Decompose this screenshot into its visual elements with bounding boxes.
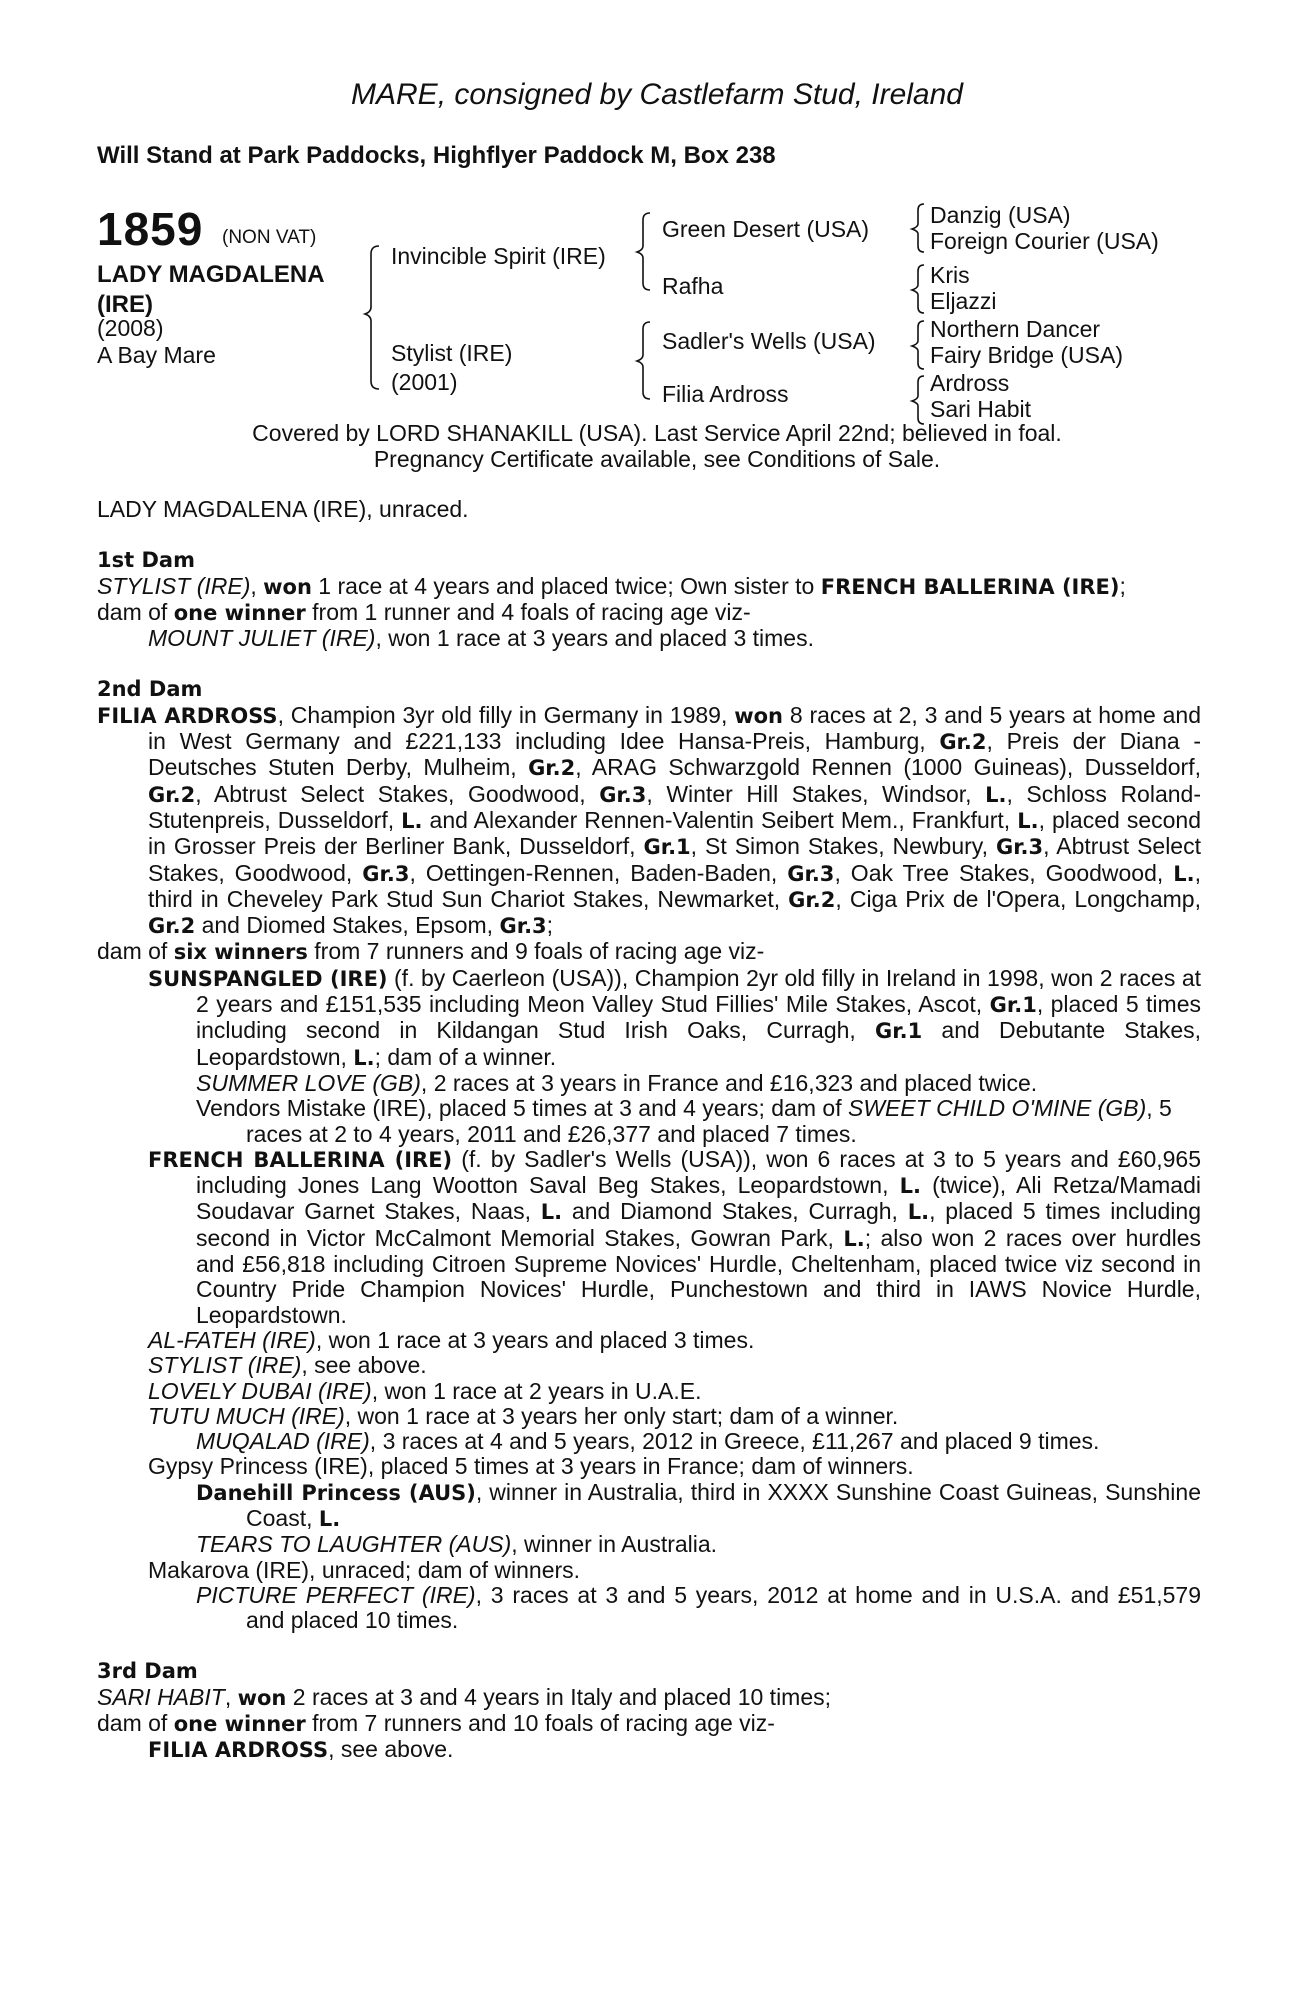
sd-t17: ;: [546, 912, 554, 939]
progeny-name: AL-FATEH (IRE): [148, 1326, 316, 1353]
sd-g14: Gr.2: [148, 914, 196, 939]
fb-t1: (f. by Sadler's Wells (USA)), won 6 races at 3 to 5 years and £60,965 including Jones Lang Wootton Saval Beg Stakes, Leopardstown,: [196, 1145, 1201, 1199]
pedigree-dam: Stylist (IRE): [391, 340, 513, 366]
bracket-green-desert: [912, 204, 924, 252]
progeny-summer-love: [97, 1071, 1201, 1096]
covered-notice: [0, 420, 1314, 472]
td-t2: from 7 runners and 10 foals of racing age viz-: [305, 1710, 775, 1737]
progeny-text: , see above.: [328, 1736, 454, 1763]
progeny-name: Danehill Princess (AUS): [196, 1480, 476, 1505]
sd-t3: , Preis der Diana - Deutsches Stuten Derby, Mulheim,: [148, 728, 1201, 781]
second-dam-name: FILIA ARDROSS: [97, 703, 278, 728]
progeny-danehill-princess: [97, 1480, 1201, 1533]
progeny-filia-ardross: [97, 1737, 1201, 1763]
sun-g1: Gr.1: [989, 993, 1037, 1018]
stand-location: Will Stand at Park Paddocks, Highflyer Paddock M, Box 238: [97, 142, 776, 169]
third-dam-produce: [97, 1711, 1201, 1737]
progeny-name: MOUNT JULIET (IRE): [148, 625, 376, 652]
progeny-text: , 2 races at 3 years in France and £16,323 and placed twice.: [420, 1069, 1038, 1096]
td-t1: 2 races at 3 and 4 years in Italy and placed 10 times;: [286, 1683, 832, 1710]
pedigree-gen2-3: Sadler's Wells (USA): [662, 328, 876, 354]
second-dam-heading: 2nd Dam: [97, 677, 203, 702]
fb-t5: ; also won 2 races over hurdles and £56,818 including Citroen Supreme Novices' Hurdle, Cheltenham, placed twice viz second in Country Pride Champion Novices' Hurdle, Punchestown and third in IAWS Novice Hurdle, Leopardstown.: [196, 1224, 1202, 1328]
covered-line1: Covered by LORD SHANAKILL (USA). Last Service April 22nd; believed in foal.: [252, 420, 1062, 446]
td-won: won: [237, 1685, 287, 1710]
td-t0: ,: [224, 1683, 238, 1710]
progeny-name: SUMMER LOVE (GB): [196, 1069, 421, 1096]
progeny-muqalad: [97, 1429, 1201, 1454]
third-dam-name: SARI HABIT: [97, 1683, 225, 1710]
progeny-name: TUTU MUCH (IRE): [148, 1402, 345, 1429]
sd-g2: Gr.2: [528, 756, 576, 781]
fb-g3: L.: [907, 1200, 930, 1225]
progeny-text: , won 1 race at 3 years her only start; dam of a winner.: [344, 1402, 899, 1429]
pedigree-gen2-2: Rafha: [662, 273, 724, 299]
sun-t1: (f. by Caerleon (USA)), Champion 2yr old filly in Ireland in 1998, won 2 races at 2 years and £151,535 including Meon Valley Stud Fillies' Mile Stakes, Ascot,: [196, 964, 1201, 1018]
progeny-text: , won 1 race at 3 years and placed 3 times.: [375, 625, 814, 652]
progeny-name: LOVELY DUBAI (IRE): [148, 1377, 372, 1404]
vendors-text: Vendors Mistake (IRE), placed 5 times at 3 and 4 years; dam of: [196, 1095, 848, 1122]
sd-damof: dam of: [97, 938, 174, 965]
first-dam-won: won: [263, 574, 312, 599]
bracket-sire-dam: [365, 246, 379, 389]
sd-t2: 8 races at 2, 3 and 5 years at home and in West Germany and £221,133 including Idee Hansa-Preis, Hamburg,: [148, 701, 1201, 755]
sd-g1: Gr.2: [939, 730, 987, 755]
fb-g2: L.: [540, 1200, 563, 1225]
catalogue-text: [97, 497, 1201, 1764]
third-dam-heading: 3rd Dam: [97, 1659, 198, 1684]
progeny-text: , see above.: [301, 1352, 427, 1379]
first-dam-sister: FRENCH BALLERINA (IRE): [820, 574, 1120, 599]
lot-number: 1859: [97, 203, 204, 255]
sd-t1: , Champion 3yr old filly in Germany in 1989,: [277, 701, 735, 728]
progeny-text: , 5 races at 2 to 4 years, 2011 and £26,377 and placed 7 times.: [246, 1095, 1172, 1147]
pedigree-sire: Invincible Spirit (IRE): [391, 243, 606, 269]
sd-t4: , ARAG Schwarzgold Rennen (1000 Guineas), Dusseldorf,: [575, 754, 1202, 781]
pedigree-gen3-6: Fairy Bridge (USA): [930, 342, 1123, 368]
first-dam-heading: 1st Dam: [97, 548, 195, 573]
bracket-filia-ardross: [912, 376, 924, 424]
fb-t4: , placed 5 times including second in Victor McCalmont Memorial Stakes, Gowran Park,: [196, 1198, 1201, 1251]
sd-t7: , Schloss Roland-Stutenpreis, Dusseldorf,: [148, 780, 1201, 833]
progeny-text: , won 1 race at 3 years and placed 3 times.: [315, 1326, 755, 1353]
bracket-dam: [637, 322, 650, 399]
bracket-rafha: [912, 265, 924, 313]
first-dam-damof: dam of: [97, 598, 174, 625]
fb-g4: L.: [843, 1226, 865, 1251]
pedigree-gen3-3: Kris: [930, 262, 970, 288]
pedigree-gen3-2: Foreign Courier (USA): [930, 228, 1159, 254]
progeny-name: PICTURE PERFECT (IRE): [196, 1581, 476, 1608]
progeny-al-fateh: [97, 1328, 1201, 1353]
td-winners: one winner: [173, 1712, 306, 1737]
sd-t11: , Abtrust Select Stakes, Goodwood,: [148, 833, 1201, 886]
horse-description: A Bay Mare: [97, 342, 216, 368]
dane-g1: L.: [318, 1506, 341, 1531]
first-dam-text2: ;: [1119, 572, 1126, 599]
progeny-text: , won 1 race at 2 years in U.A.E.: [371, 1377, 702, 1404]
progeny-gypsy-princess: Gypsy Princess (IRE), placed 5 times at 3 years in France; dam of winners.: [148, 1453, 914, 1480]
first-dam-progeny-1: [97, 626, 1201, 651]
first-dam-entry: STYLIST (IRE), won 1 race at 4 years and placed twice; Own sister to FRENCH BALLERINA (IRE);: [97, 572, 1126, 599]
pedigree-gen2-4: Filia Ardross: [662, 381, 789, 407]
pedigree-dam-year: (2001): [391, 369, 458, 395]
sd-g12: L.: [1173, 861, 1195, 886]
bracket-sire: [637, 213, 650, 290]
progeny-text: , 3 races at 4 and 5 years, 2012 in Greece, £11,267 and placed 9 times.: [369, 1428, 1100, 1455]
sd-g13: Gr.2: [788, 887, 836, 912]
sd-t18: from 7 runners and 9 foals of racing age viz-: [307, 938, 765, 965]
progeny-stylist: [97, 1353, 1201, 1378]
sd-t15: , Ciga Prix de l'Opera, Longchamp,: [835, 885, 1201, 912]
progeny-tutu-much: [97, 1404, 1201, 1429]
pedigree-gen3-8: Sari Habit: [930, 396, 1031, 422]
progeny-name: TEARS TO LAUGHTER (AUS): [196, 1531, 512, 1558]
sd-t9: , placed second in Grosser Preis der Berliner Bank, Dusseldorf,: [148, 806, 1201, 860]
sun-g2: Gr.1: [875, 1019, 923, 1044]
horse-year: (2008): [97, 315, 164, 341]
progeny-text: , 3 races at 3 and 5 years, 2012 at home and in U.S.A. and £51,579 and placed 10 times.: [246, 1581, 1202, 1634]
sd-g11: Gr.3: [787, 861, 835, 886]
sd-g7: L.: [1017, 808, 1039, 833]
fb-g1: L.: [899, 1174, 921, 1199]
sd-t8: and Alexander Rennen-Valentin Seibert Mem., Frankfurt,: [422, 806, 1018, 833]
progeny-french-ballerina: [97, 1147, 1201, 1328]
bracket-sadlers-wells: [912, 321, 924, 369]
progeny-lovely-dubai: [97, 1379, 1201, 1404]
second-dam-entry: [97, 703, 1201, 940]
sun-t3: and Debutante Stakes, Leopardstown,: [196, 1017, 1202, 1070]
sd-g5: L.: [985, 782, 1007, 807]
first-dam-produce: [97, 600, 1201, 626]
progeny-name: SUNSPANGLED (IRE): [148, 966, 388, 991]
progeny-picture-perfect: [97, 1583, 1201, 1634]
sd-g6: L.: [401, 808, 423, 833]
covered-line2: Pregnancy Certificate available, see Conditions of Sale.: [373, 446, 941, 472]
progeny-text: , winner in Australia.: [511, 1531, 718, 1558]
sun-t4: ; dam of a winner.: [374, 1043, 557, 1070]
sd-t10: , St Simon Stakes, Newbury,: [690, 833, 996, 860]
first-dam-name: STYLIST (IRE): [97, 572, 251, 599]
progeny-name: FRENCH BALLERINA (IRE): [148, 1147, 453, 1172]
sd-g8: Gr.1: [643, 835, 691, 860]
sd-g3: Gr.2: [148, 782, 196, 807]
sun-t2: , placed 5 times including second in Kildangan Stud Irish Oaks, Curragh,: [196, 991, 1201, 1044]
pedigree-gen3-1: Danzig (USA): [930, 202, 1071, 228]
progeny-tears-to-laughter: [97, 1532, 1201, 1557]
first-dam-text1: 1 race at 4 years and placed twice; Own sister to: [311, 572, 821, 599]
pedigree-gen3-5: Northern Dancer: [930, 316, 1101, 342]
sun-g3: L.: [353, 1045, 375, 1070]
progeny-sunspangled: [97, 966, 1201, 1071]
progeny-name: MUQALAD (IRE): [196, 1428, 370, 1455]
fb-t2: (twice), Ali Retza/Mamadi Soudavar Garnet Stakes, Naas,: [196, 1172, 1201, 1225]
sd-g9: Gr.3: [995, 835, 1044, 860]
fb-t3: and Diamond Stakes, Curragh,: [562, 1198, 908, 1225]
horse-name-line1: LADY MAGDALENA: [97, 261, 325, 288]
sd-t14: , third in Cheveley Park Stud Sun Chariot Stakes, Newmarket,: [148, 859, 1201, 912]
sd-t6: , Winter Hill Stakes, Windsor,: [646, 780, 986, 807]
progeny-makarova: Makarova (IRE), unraced; dam of winners.: [148, 1556, 581, 1583]
dane-t1: , winner in Australia, third in XXXX Sunshine Coast Guineas, Sunshine Coast,: [246, 1478, 1202, 1531]
progeny-vendors-mistake: [97, 1096, 1201, 1147]
first-dam-text3: from 1 runner and 4 foals of racing age viz-: [305, 598, 751, 625]
sd-winners: six winners: [173, 940, 308, 965]
second-dam-produce: [97, 939, 1201, 965]
page-title: MARE, consigned by Castlefarm Stud, Ireland: [351, 78, 963, 111]
progeny-name: FILIA ARDROSS: [148, 1738, 329, 1763]
sd-t13: , Oak Tree Stakes, Goodwood,: [834, 859, 1174, 886]
vat-status: (NON VAT): [222, 227, 317, 248]
horse-name-line2: (IRE): [97, 291, 153, 318]
progeny-name: SWEET CHILD O'MINE (GB): [847, 1095, 1147, 1122]
pedigree-gen2-1: Green Desert (USA): [662, 216, 870, 242]
progeny-name: STYLIST (IRE): [148, 1352, 302, 1379]
sd-t5: , Abtrust Select Stakes, Goodwood,: [195, 780, 600, 807]
pedigree-gen3-4: Eljazzi: [930, 288, 997, 314]
third-dam-entry: [97, 1685, 1201, 1711]
sd-won: won: [734, 703, 783, 728]
sd-g10: Gr.3: [362, 861, 410, 886]
pedigree-gen3-7: Ardross: [930, 370, 1010, 396]
sd-t16: and Diomed Stakes, Epsom,: [195, 912, 500, 939]
td-damof: dam of: [97, 1710, 174, 1737]
sd-g4: Gr.3: [599, 782, 647, 807]
first-dam-winners: one winner: [173, 600, 306, 625]
intro-line: LADY MAGDALENA (IRE), unraced.: [97, 496, 469, 522]
sd-t12: , Oettingen-Rennen, Baden-Baden,: [409, 859, 788, 886]
sd-g15: Gr.3: [499, 914, 547, 939]
